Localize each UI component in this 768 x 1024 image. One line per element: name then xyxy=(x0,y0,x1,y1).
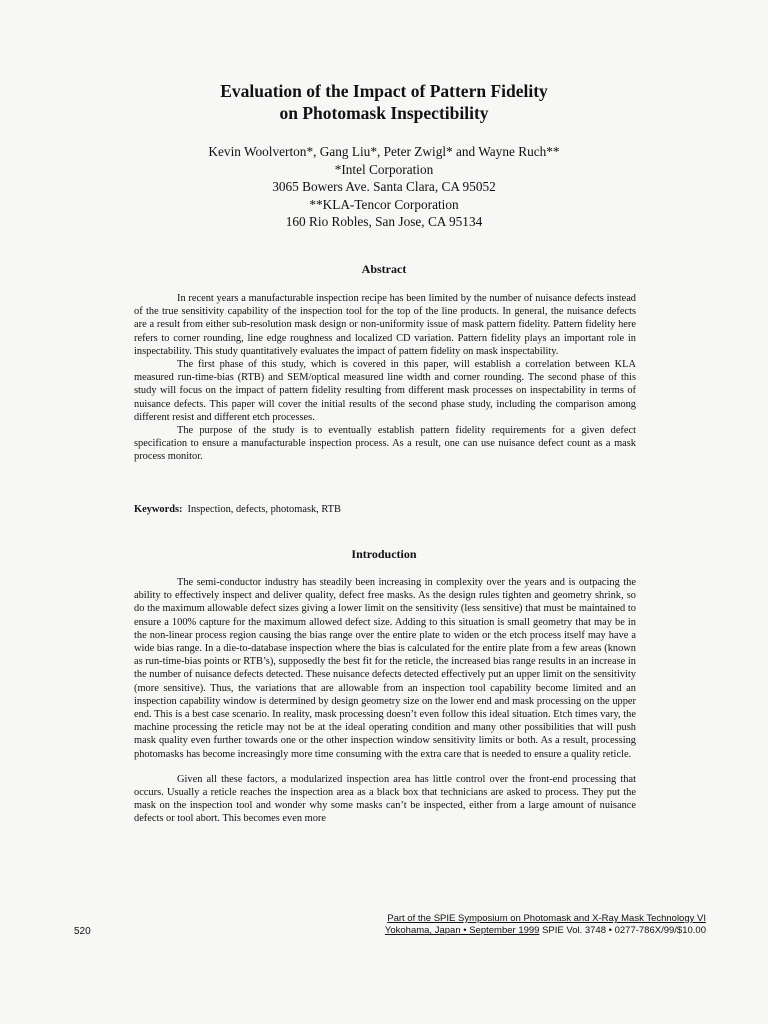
abstract-paragraph: The purpose of the study is to eventually establish pattern fidelity requirements for a given defect specification to ensure a manufacturable inspection process. As a result, one can use nuisance defect count as a mask process monitor. xyxy=(134,425,636,463)
author-block xyxy=(0,143,768,231)
affiliation-intel: *Intel Corporation xyxy=(334,161,434,177)
footer-line-1: Part of the SPIE Symposium on Photomask and X-Ray Mask Technology VI xyxy=(387,913,706,924)
footer-line-2 xyxy=(385,925,706,937)
introduction-paragraph: Given all these factors, a modularized inspection area has little control over the front-end processing that occurs. Usually a reticle reaches the inspection area as a black box that technicians are asked to process. They put the mask on the inspection tool and wonder why some masks can’t be inspected, either from a large amount of nuisance defects or tool abort. This becomes even more xyxy=(134,773,636,825)
abstract-heading: Abstract xyxy=(361,262,407,276)
abstract-paragraph: In recent years a manufacturable inspection recipe has been limited by the number of nuisance defects instead of the true sensitivity capability of the inspection tool for the top of the line products. In general, the nuisance defects are a result from either sub-resolution mask design or non-uniformity issue of mask pattern fidelity. Pattern fidelity here refers to corner rounding, line edge roughness and localized CD variation. Pattern fidelity plays an important role in inspectability. This study quantitatively evaluates the impact of pattern fidelity on mask inspectability. xyxy=(134,293,636,357)
introduction-heading: Introduction xyxy=(351,547,417,561)
footer-location-date: Yokohama, Japan • September 1999 xyxy=(384,925,540,936)
author-names: Kevin Woolverton*, Gang Liu*, Peter Zwigl* and Wayne Ruch** xyxy=(208,144,560,159)
address-kla: 160 Rio Robles, San Jose, CA 95134 xyxy=(285,214,483,229)
paper-title-line-1: Evaluation of the Impact of Pattern Fidelity xyxy=(220,81,548,101)
paper-title-line-2: on Photomask Inspectibility xyxy=(279,103,489,123)
address-intel: 3065 Bowers Ave. Santa Clara, CA 95052 xyxy=(272,179,496,194)
introduction-body xyxy=(134,576,636,826)
paper-title xyxy=(0,80,768,124)
abstract-paragraph: The first phase of this study, which is covered in this paper, will establish a correlation between KLA measured run-time-bias (RTB) and SEM/optical measured line width and corner rounding. The second phase of this study will focus on the impact of pattern fidelity resulting from different mask processes on inspectability in terms of nuisance defects. This paper will cover the initial results of the second phase study, including the comparison among different resist and different etch processes. xyxy=(134,359,636,423)
footer-citation xyxy=(385,913,706,937)
abstract-body xyxy=(134,292,636,464)
introduction-paragraph: The semi-conductor industry has steadily been increasing in complexity over the years and is outpacing the ability to effectively inspect and deliver quality, defect free masks. As the design rules tighten and geometry shrink, so do the maximum allowable defect sizes giving a lower limit on the sensitivity (less sensitive) that must be maintained to ensure a 100% capture for the maximum allowed defect size. Adding to this situation is small geometry that may be in the non-linear process region causing the bias range over the entire plate to widen or the etch process itself may have a wide bias range. In a die-to-database inspection where the bias is calculated for the entire plate from a few areas (known as run-time-bias points or RTB’s), supposedly the best fit for the reticle, the increased bias range results in an increase in the number of nuisance defects detected. These nuisance defects detected effectively put an upper limit on the sensitivity (more sensitive). Thus, the variations that are allowable from an inspection tool capability become limited and an inspection capability window is determined by design geometry size on the lower end and mask processing on the upper end. This is a best case scenario. In reality, mask processing doesn’t even follow this ideal situation. Etch times vary, the machine processing the reticle may not be at the ideal operating condition and many other possibilities that will push mask quality even further towards one or the other inspection window sensitivity limits or both. As a result, processing photomasks has become increasingly more time consuming with the extra care that is needed to ensure a quality reticle. xyxy=(134,577,636,760)
keywords-label: Keywords: xyxy=(134,504,183,515)
footer-volume: SPIE Vol. 3748 • 0277-786X/99/$10.00 xyxy=(539,925,706,936)
page-number: 520 xyxy=(74,926,91,937)
keywords-line xyxy=(134,504,341,515)
keywords-text: Inspection, defects, photomask, RTB xyxy=(187,504,341,515)
affiliation-kla: **KLA-Tencor Corporation xyxy=(309,196,459,212)
